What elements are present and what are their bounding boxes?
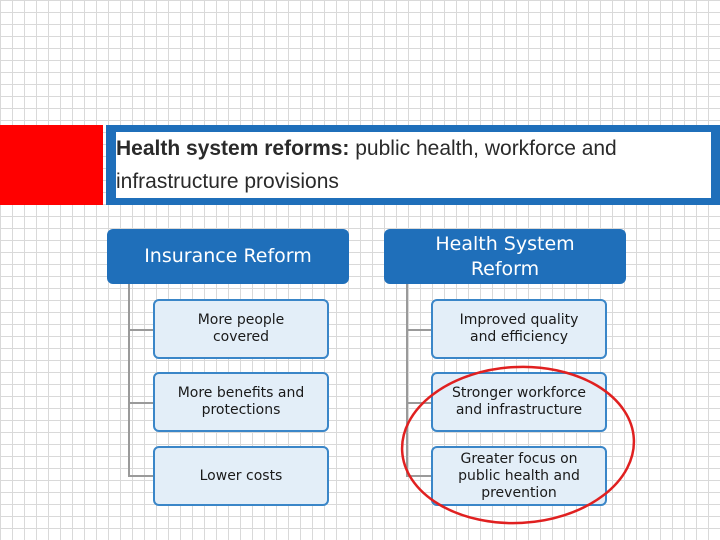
insurance-reform-header: Insurance Reform	[107, 229, 349, 284]
insurance-item-1: More people covered	[153, 299, 329, 359]
health-system-reform-header: Health System Reform	[384, 229, 626, 284]
health-item-3: Greater focus on public health and prevention	[431, 446, 607, 506]
slide-title-rest: public health, workforce and infrastructure provisions	[116, 137, 617, 193]
health-item-2: Stronger workforce and infrastructure	[431, 372, 607, 432]
insurance-item-2: More benefits and protections	[153, 372, 329, 432]
health-item-1: Improved quality and efficiency	[431, 299, 607, 359]
slide-title-bold: Health system reforms:	[116, 137, 350, 160]
red-highlight-ellipse	[398, 361, 638, 529]
insurance-item-3: Lower costs	[153, 446, 329, 506]
